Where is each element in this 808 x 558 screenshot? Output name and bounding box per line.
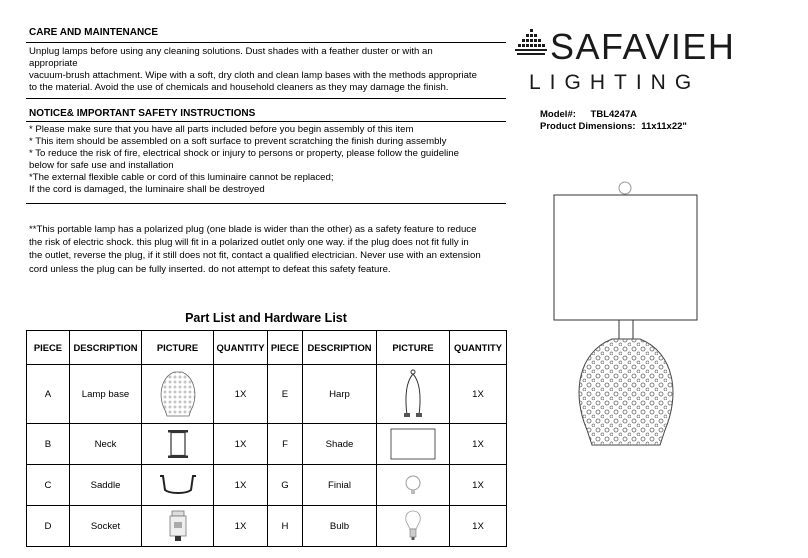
header-cell: PIECE (27, 331, 70, 365)
table-row (27, 506, 507, 547)
description-cell: Finial (303, 465, 377, 506)
description-cell: Lamp base (70, 365, 142, 424)
piece-cell: D (27, 506, 70, 547)
plug-line: the outlet, reverse the plug, if it still does not fit, contact a qualified electrician. Never use with an extension (29, 250, 481, 262)
finial-icon (404, 474, 422, 496)
safety-line: below for safe use and installation (29, 160, 174, 171)
shade-shape (554, 195, 697, 320)
table-row (27, 465, 507, 506)
care-line: appropriate (29, 58, 78, 69)
divider (26, 98, 506, 99)
header-cell: QUANTITY (450, 331, 507, 365)
piece-cell: F (268, 424, 303, 465)
description-cell: Shade (303, 424, 377, 465)
plug-line: cord unless the plug can be fully inserted. do not attempt to defeat this safety feature. (29, 263, 391, 275)
harp-icon (401, 369, 425, 419)
description-cell: Bulb (303, 506, 377, 547)
plug-line: **This portable lamp has a polarized plug (one blade is wider than the other) as a safety feature to reduce (29, 224, 477, 235)
table-header-row (27, 331, 507, 365)
description-cell: Harp (303, 365, 377, 424)
safety-line: *The external flexible cable or cord of this luminaire cannot be replaced; (29, 172, 334, 183)
header-cell: QUANTITY (214, 331, 268, 365)
plug-notice (29, 223, 481, 276)
header-cell: DESCRIPTION (303, 331, 377, 365)
parts-title: Part List and Hardware List (185, 311, 347, 325)
picture-cell (142, 365, 214, 424)
lamp-illustration (550, 175, 706, 465)
care-line: vacuum-brush attachment. Wipe with a soft, dry cloth and clean lamp bases with the methods appropriate (29, 70, 477, 81)
safety-line: * To reduce the risk of fire, electrical shock or injury to persons or property, please follow the guideline (29, 148, 459, 159)
safety-line: If the cord is damaged, the luminaire shall be destroyed (29, 184, 265, 195)
quantity-cell: 1X (214, 424, 268, 465)
picture-cell (377, 506, 450, 547)
base-texture (579, 339, 673, 445)
neck-icon (167, 429, 189, 459)
dims-value: 11x11x22" (641, 121, 687, 132)
piece-cell: E (268, 365, 303, 424)
piece-cell: B (27, 424, 70, 465)
shade-icon (390, 428, 436, 460)
header-cell: PICTURE (377, 331, 450, 365)
divider (26, 203, 506, 204)
piece-cell: A (27, 365, 70, 424)
picture-cell (142, 465, 214, 506)
bulb-icon (404, 510, 422, 542)
finial-shape (619, 182, 631, 194)
quantity-cell: 1X (450, 424, 507, 465)
piece-cell: H (268, 506, 303, 547)
table-row (27, 365, 507, 424)
picture-cell (377, 365, 450, 424)
quantity-cell: 1X (450, 506, 507, 547)
header-cell: DESCRIPTION (70, 331, 142, 365)
model-line (540, 109, 637, 120)
parts-table (26, 330, 507, 547)
brand-sub: LIGHTING (529, 71, 701, 94)
quantity-cell: 1X (214, 365, 268, 424)
picture-cell (142, 506, 214, 547)
divider (26, 42, 506, 43)
table-row (27, 424, 507, 465)
care-line: Unplug lamps before using any cleaning solutions. Dust shades with a feather duster or with an (29, 46, 433, 57)
model-value: TBL4247A (590, 109, 637, 120)
picture-cell (377, 465, 450, 506)
model-label: Model#: (540, 109, 576, 120)
divider (26, 121, 506, 122)
quantity-cell: 1X (214, 465, 268, 506)
picture-cell (142, 424, 214, 465)
quantity-cell: 1X (450, 465, 507, 506)
logo-emblem-icon (515, 29, 547, 59)
plug-line: the risk of electric shock. this plug will fit in a polarized outlet only one way. if the plug does not fit fully in (29, 237, 469, 249)
dims-label: Product Dimensions: (540, 121, 636, 132)
safety-title: NOTICE& IMPORTANT SAFETY INSTRUCTIONS (29, 108, 256, 119)
brand-logo (515, 29, 547, 64)
lamp-base-icon (158, 370, 198, 418)
piece-cell: C (27, 465, 70, 506)
quantity-cell: 1X (450, 365, 507, 424)
neck-shape (619, 320, 633, 339)
brand-name: SAFAVIEH (550, 26, 736, 67)
description-cell: Socket (70, 506, 142, 547)
picture-cell (377, 424, 450, 465)
saddle-icon (158, 472, 198, 498)
care-title: CARE AND MAINTENANCE (29, 27, 159, 38)
header-cell: PIECE (268, 331, 303, 365)
description-cell: Neck (70, 424, 142, 465)
care-line: to the material. Avoid the use of chemicals and household cleaners as they may damage the finish. (29, 82, 449, 93)
care-text (29, 46, 477, 94)
piece-cell: G (268, 465, 303, 506)
dims-line (540, 121, 687, 132)
safety-line: * This item should be assembled on a soft surface to prevent scratching the finish during assembly (29, 136, 447, 147)
socket-icon (168, 510, 188, 542)
header-cell: PICTURE (142, 331, 214, 365)
safety-line: * Please make sure that you have all parts included before you begin assembly of this item (29, 124, 414, 135)
quantity-cell: 1X (214, 506, 268, 547)
description-cell: Saddle (70, 465, 142, 506)
safety-text (29, 124, 459, 196)
